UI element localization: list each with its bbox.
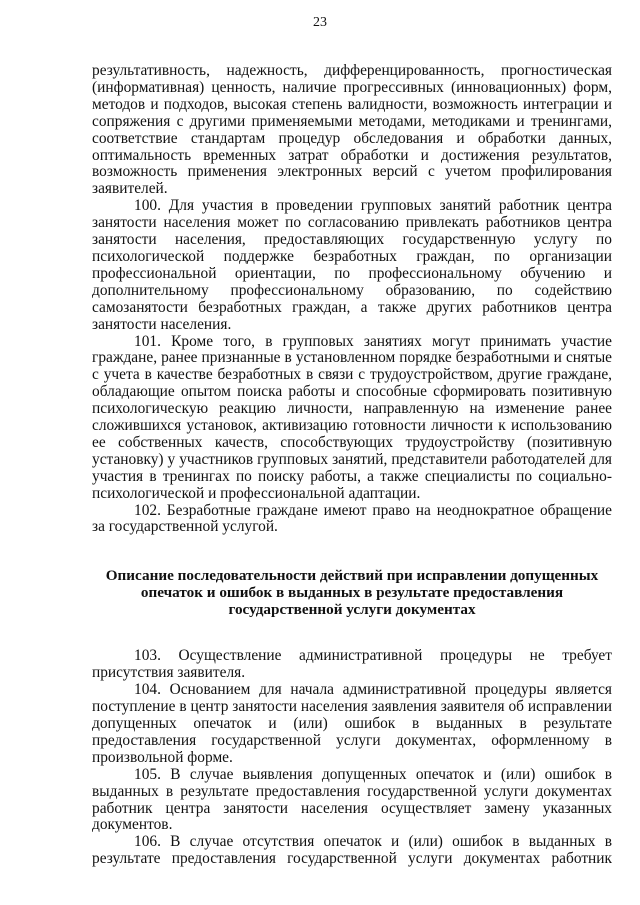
document-body [92,63,612,868]
paragraph-100: 100. Для участия в проведении групповых занятий работник центра занятости населения может по согласованию привлекать работников центра занятости населения, предоставляющих государственную услугу по психологической поддержке безработных граждан, по организации профессиональной ориентации, по профессиональному обучению и дополнительному профессиональному образованию, по содействию самозанятости безработных граждан, а также других работников центра занятости населения. [92,197,612,333]
paragraph-99-continuation: результативность, надежность, дифференцированность, прогностическая (информативная) ценность, наличие прогрессивных (инновационных) форм, методов и подходов, высокая степень валидности, возможность интеграции и сопряжения с другими применяемыми методами, методиками и тренингами, соответствие стандартам процедур обследования и обработки данных, оптимальность временных затрат обработки и достижения результатов, возможность применения электронных версий с учетом профилирования заявителей. [92,62,612,198]
paragraph-105: 105. В случае выявления допущенных опечаток и (или) ошибок в выданных в результате предоставления государственной услуги документах работник центра занятости населения осуществляет замену указанных документов. [92,765,612,834]
paragraph-102: 102. Безработные граждане имеют право на неоднократное обращение за государственной услугой. [92,501,612,536]
section-title: Описание последовательности действий при исправлении допущенных опечаток и ошибок в выданных в результате предоставления государственной услуги документах [105,567,599,619]
page-number: 23 [313,15,327,30]
paragraph-106: 106. В случае отсутствия опечаток и (или) ошибок в выданных в результате предоставления государственной услуги документах работник [92,833,612,868]
paragraph-104: 104. Основанием для начала административной процедуры является поступление в центр занятости населения заявления заявителя об исправлении допущенных опечаток и (или) ошибок в выданных в результате предоставления государственной услуги документах, оформленному в произвольной форме. [92,681,612,766]
paragraph-101: 101. Кроме того, в групповых занятиях могут принимать участие граждане, ранее признанные в установленном порядке безработными и снятые с учета в качестве безработных в связи с трудоустройством, другие граждане, обладающие опытом поиска работы и способные сформировать позитивную психологическую реакцию личности, направленную на изменение ранее сложившихся установок, активизацию готовности личности к использованию ее собственных качеств, способствующих трудоустройству (позитивную установку) у участников групповых занятий, представители работодателей для участия в тренингах по поиску работы, а также специалисты по социально-психологической и профессиональной адаптации. [92,332,612,502]
paragraph-103: 103. Осуществление административной процедуры не требует присутствия заявителя. [92,647,612,682]
